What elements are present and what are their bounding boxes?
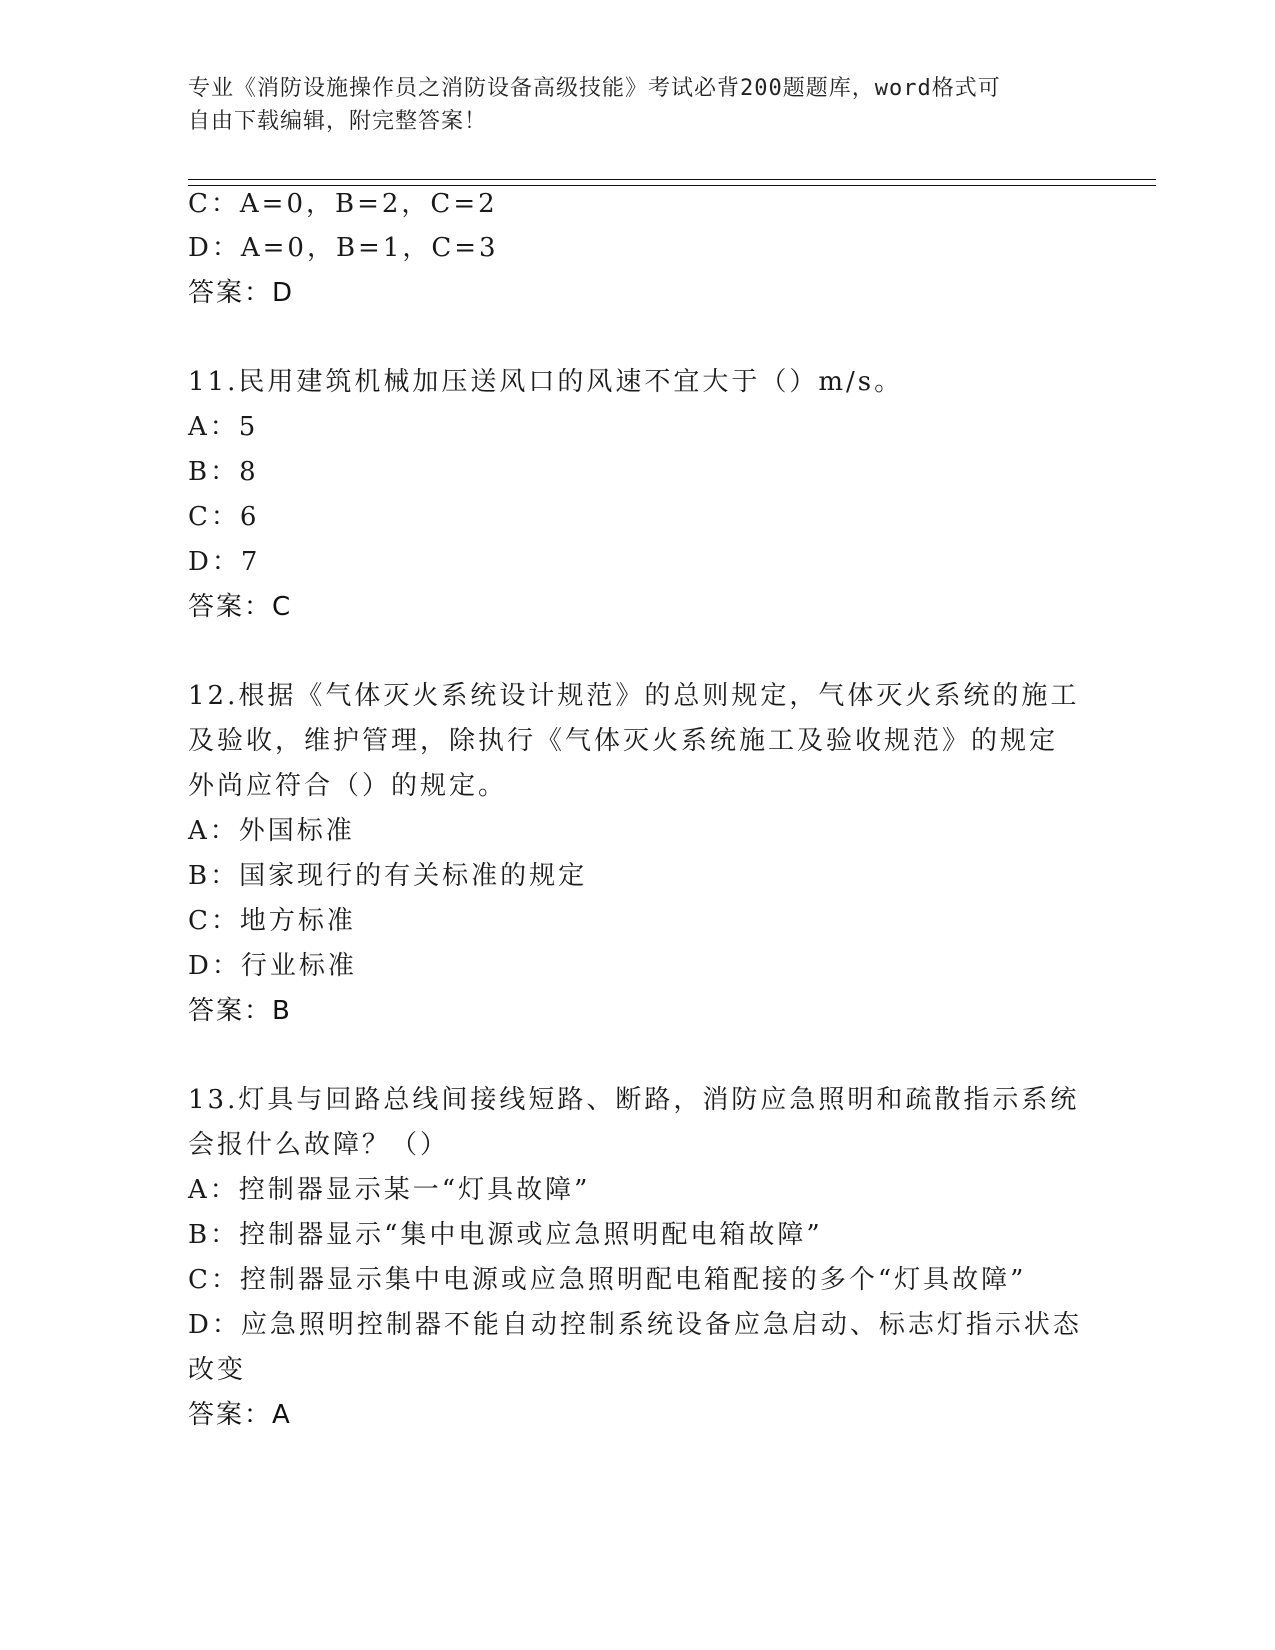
q12-stem-line-3: 外尚应符合（）的规定。: [188, 771, 508, 801]
q12-option-c: C：地方标准: [188, 906, 356, 936]
q13-option-b: B：控制器显示“集中电源或应急照明配电箱故障”: [188, 1220, 823, 1250]
q10-option-d: D：A=0，B=1，C=3: [188, 233, 499, 263]
q11-option-d: D：7: [188, 547, 261, 577]
q11-option-b: B：8: [188, 457, 259, 487]
q13-option-d-line-2: 改变: [188, 1355, 247, 1385]
q11-stem: 11.民用建筑机械加压送风口的风速不宜大于（）m/s。: [188, 367, 904, 397]
q12-option-a: A：外国标准: [188, 816, 355, 846]
header-title-line-1: 专业《消防设施操作员之消防设备高级技能》考试必背200题题库，word格式可: [188, 76, 1001, 101]
q10-option-c: C：A=0，B=2，C=2: [188, 189, 498, 219]
q13-answer: 答案：A: [188, 1400, 292, 1430]
q13-stem-line-1: 13.灯具与回路总线间接线短路、断路，消防应急照明和疏散指示系统: [188, 1085, 1080, 1115]
q12-option-b: B：国家现行的有关标准的规定: [188, 861, 588, 891]
q12-option-d: D：行业标准: [188, 951, 357, 981]
q11-answer: 答案：C: [188, 592, 293, 622]
q11-option-a: A：5: [188, 412, 259, 442]
document-header: [188, 72, 1088, 138]
q12-answer: 答案：B: [188, 996, 292, 1026]
header-title-line-2: 自由下载编辑，附完整答案！: [188, 109, 488, 134]
q13-option-a: A：控制器显示某一“灯具故障”: [188, 1175, 591, 1205]
q12-stem-line-1: 12.根据《气体灭火系统设计规范》的总则规定，气体灭火系统的施工: [188, 681, 1080, 711]
q10-answer: 答案：D: [188, 278, 295, 308]
header-divider-top: [188, 179, 1156, 180]
q11-option-c: C：6: [188, 502, 260, 532]
q13-stem-line-2: 会报什么故障？（）: [188, 1130, 450, 1160]
q12-stem-line-2: 及验收，维护管理，除执行《气体灭火系统施工及验收规范》的规定: [188, 726, 1059, 756]
q13-option-d-line-1: D：应急照明控制器不能自动控制系统设备应急启动、标志灯指示状态: [188, 1310, 1082, 1340]
q13-option-c: C：控制器显示集中电源或应急照明配电箱配接的多个“灯具故障”: [188, 1265, 1027, 1295]
header-divider-bottom: [188, 185, 1156, 186]
